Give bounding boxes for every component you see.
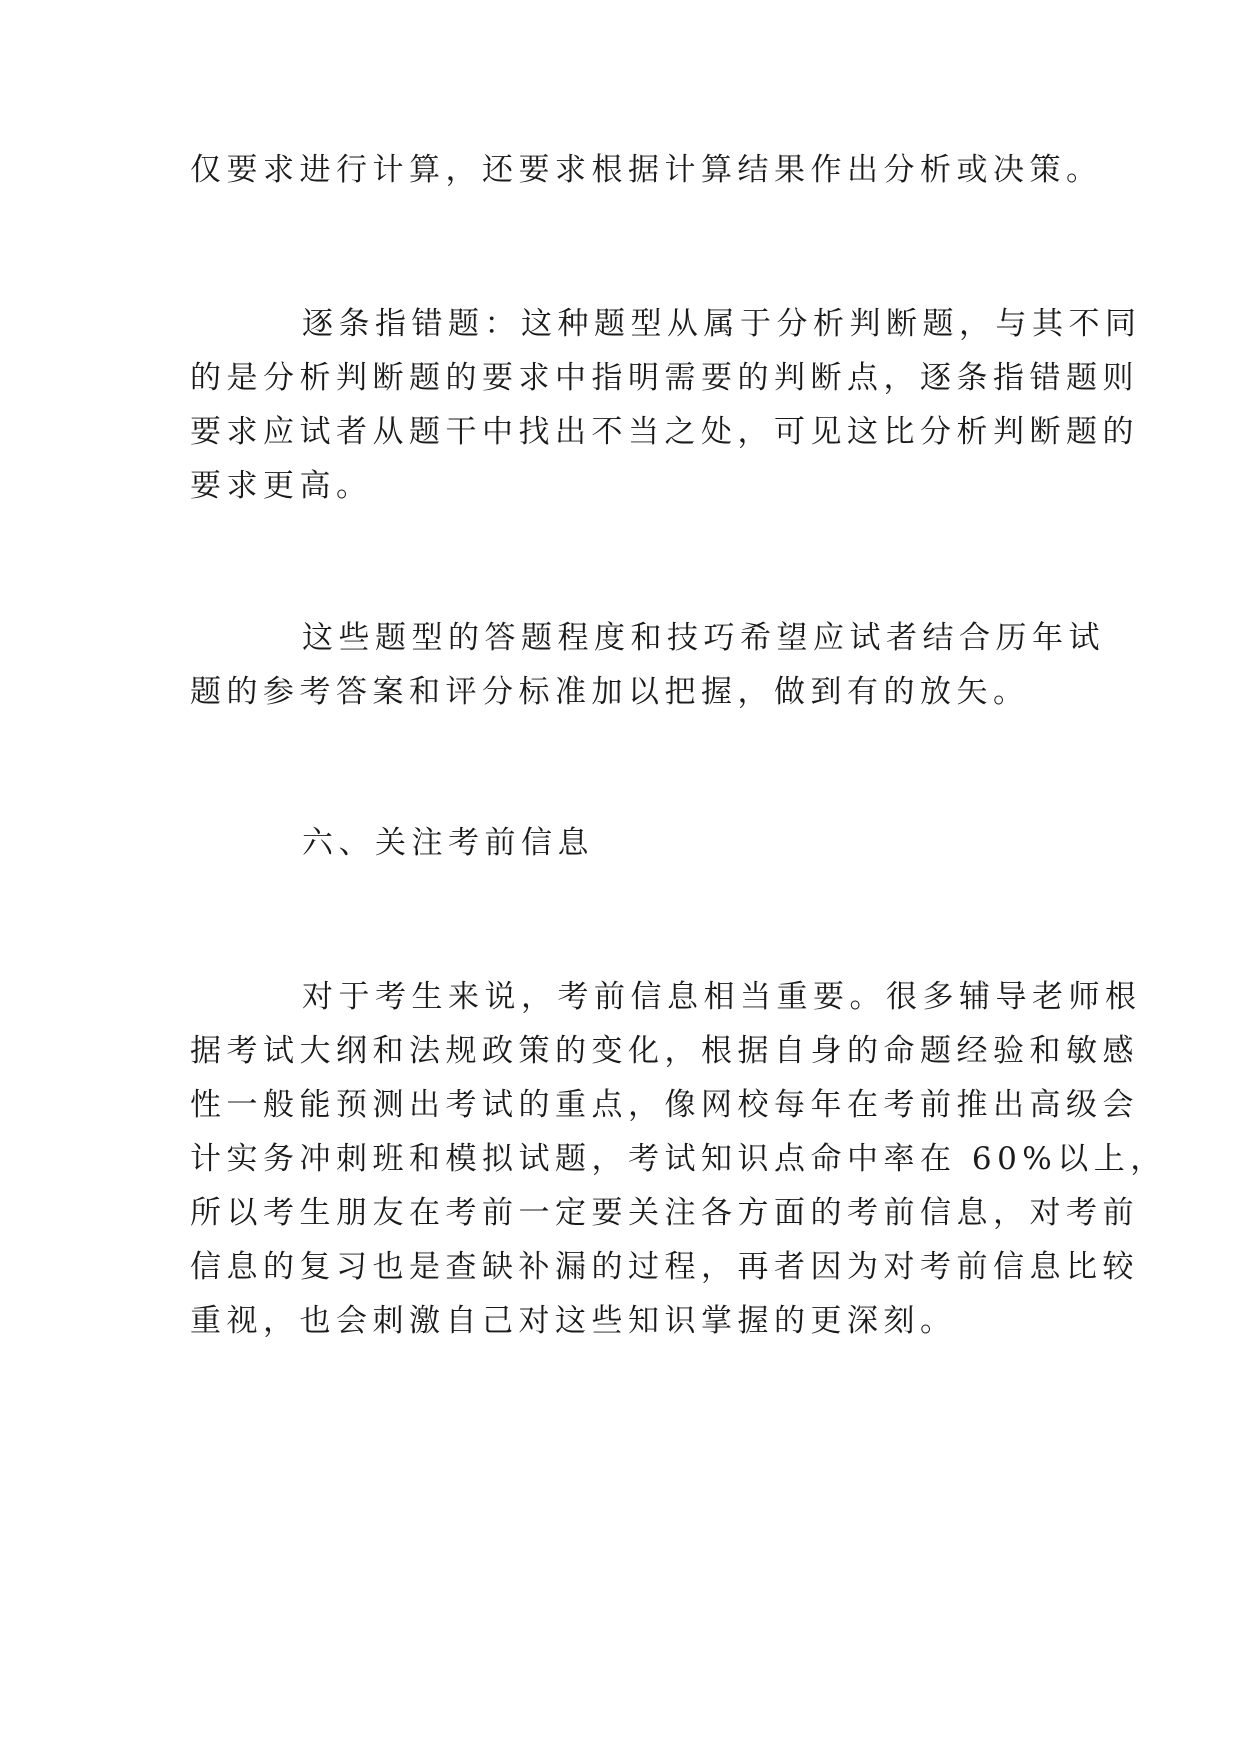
paragraph-line: 对于考生来说，考前信息相当重要。很多辅导老师根	[302, 979, 1142, 1015]
paragraph-line: 重视，也会刺激自己对这些知识掌握的更深刻。	[190, 1303, 957, 1339]
paragraph-line: 据考试大纲和法规政策的变化，根据自身的命题经验和敏感	[190, 1033, 1139, 1069]
paragraph-line: 信息的复习也是查缺补漏的过程，再者因为对考前信息比较	[190, 1249, 1139, 1285]
paragraph-line: 的是分析判断题的要求中指明需要的判断点，逐条指错题则	[190, 360, 1139, 396]
paragraph-line: 题的参考答案和评分标准加以把握，做到有的放矢。	[190, 674, 1030, 710]
paragraph-line: 要求更高。	[190, 468, 373, 504]
paragraph-line: 计实务冲刺班和模拟试题，考试知识点命中率在 60%以上，	[190, 1141, 1167, 1177]
paragraph-line: 这些题型的答题程度和技巧希望应试者结合历年试	[302, 620, 1105, 656]
paragraph-line: 逐条指错题：这种题型从属于分析判断题，与其不同	[302, 306, 1142, 342]
paragraph-line: 仅要求进行计算，还要求根据计算结果作出分析或决策。	[190, 152, 1103, 188]
section-heading-text: 六、关注考前信息	[302, 825, 594, 861]
paragraph-line: 性一般能预测出考试的重点，像网校每年在考前推出高级会	[190, 1087, 1139, 1123]
paragraph-line: 所以考生朋友在考前一定要关注各方面的考前信息，对考前	[190, 1195, 1139, 1231]
paragraph-line: 要求应试者从题干中找出不当之处，可见这比分析判断题的	[190, 414, 1139, 450]
